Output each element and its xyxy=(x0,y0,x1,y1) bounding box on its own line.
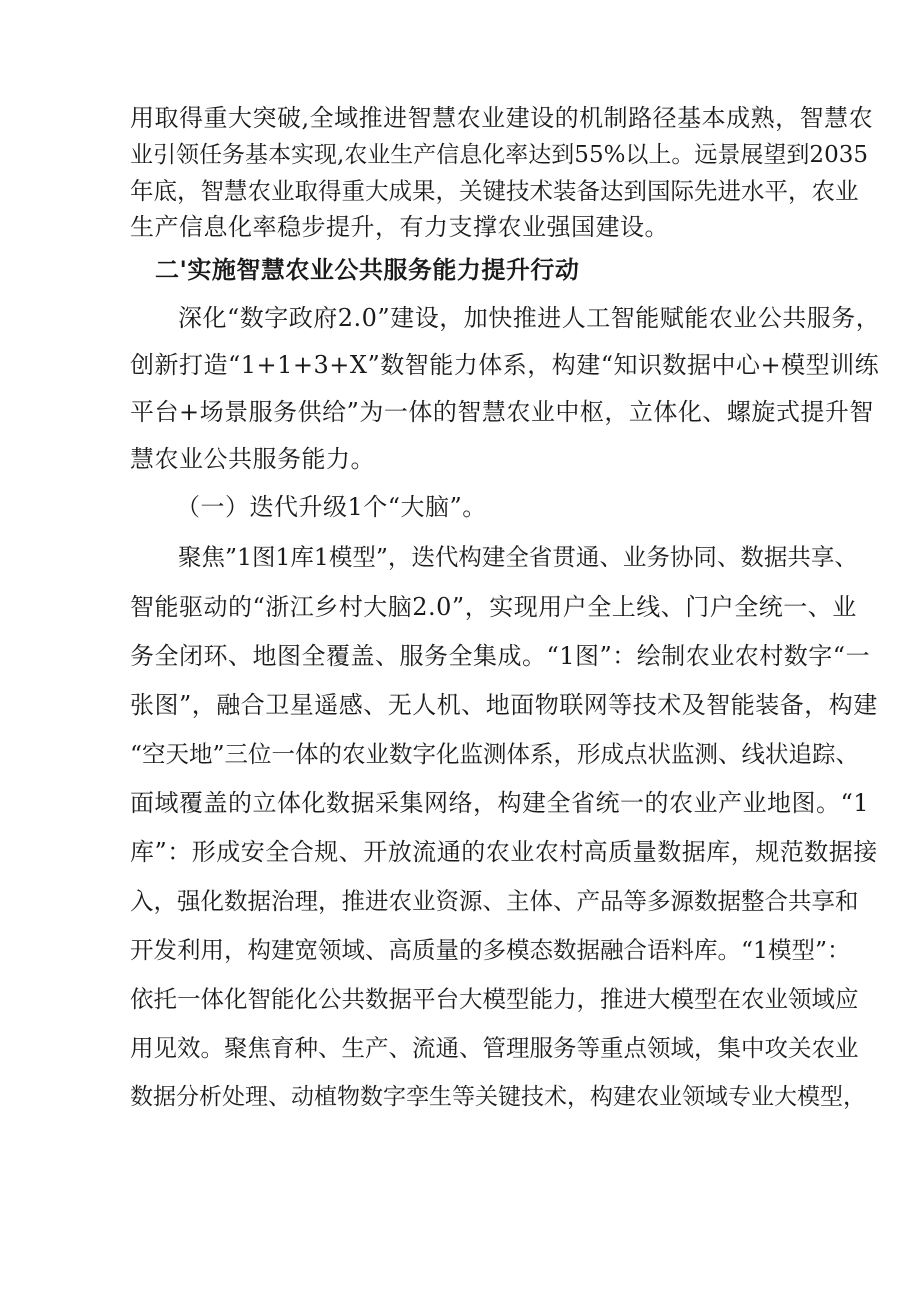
body-text-line: 入，强化数据治理，推进农业资源、主体、产品等多源数据整合共享和 xyxy=(130,887,859,915)
body-text-line: “空天地”三位一体的农业数字化监测体系，形成点状监测、线状追踪、 xyxy=(130,740,860,768)
body-text-line: 生产信息化率稳步提升，有力支撑农业强国建设。 xyxy=(130,213,669,241)
body-text-line: 数据分析处理、动植物数字孪生等关键技术，构建农业领域专业大模型， xyxy=(130,1084,866,1110)
paragraph-first-line: 聚焦”1图1库1模型”，迭代构建全省贯通、业务协同、数据共享、 xyxy=(178,543,858,571)
body-text-line: 平台+场景服务供给”为一体的智慧农业中枢，立体化、螺旋式提升智 xyxy=(130,398,874,426)
paragraph-first-line: 深化“数字政府2.0”建设，加快推进人工智能赋能农业公共服务， xyxy=(178,304,881,332)
body-text-line: 开发利用，构建宽领域、高质量的多模态数据融合语料库。“1模型”： xyxy=(130,936,851,964)
body-text-line: 智能驱动的“浙江乡村大脑2.0”，实现用户全上线、门户全统一、业 xyxy=(130,593,857,621)
section-heading: 二'实施智慧农业公共服务能力提升行动 xyxy=(155,256,580,284)
body-text-line: 创新打造“1+1+3+X”数智能力体系，构建“知识数据中心+模型训练 xyxy=(130,351,880,379)
body-text-line: 张图”，融合卫星遥感、无人机、地面物联网等技术及智能装备，构建 xyxy=(130,691,878,719)
subsection-heading: （一）迭代升级1个“大脑”。 xyxy=(176,493,487,521)
body-text-line: 依托一体化智能化公共数据平台大模型能力，推进大模型在农业领域应 xyxy=(130,985,859,1013)
body-text-line: 用取得重大突破,全域推进智慧农业建设的机制路径基本成熟，智慧农 xyxy=(130,104,874,132)
body-text-line: 面域覆盖的立体化数据采集网络，构建全省统一的农业产业地图。“1 xyxy=(130,789,870,817)
body-text-line: 业引领任务基本实现,农业生产信息化率达到55%以上。远景展望到2035 xyxy=(130,142,868,168)
body-text-line: 用见效。聚焦育种、生产、流通、管理服务等重点领域，集中攻关农业 xyxy=(130,1034,859,1062)
body-text-line: 慧农业公共服务能力。 xyxy=(130,445,375,473)
body-text-line: 务全闭环、地图全覆盖、服务全集成。“1图”：绘制农业农村数字“一 xyxy=(130,642,871,670)
body-text-line: 年底，智慧农业取得重大成果，关键技术装备达到国际先进水平，农业 xyxy=(130,177,859,205)
body-text-line: 库”：形成安全合规、开放流通的农业农村高质量数据库，规范数据接 xyxy=(130,838,878,866)
